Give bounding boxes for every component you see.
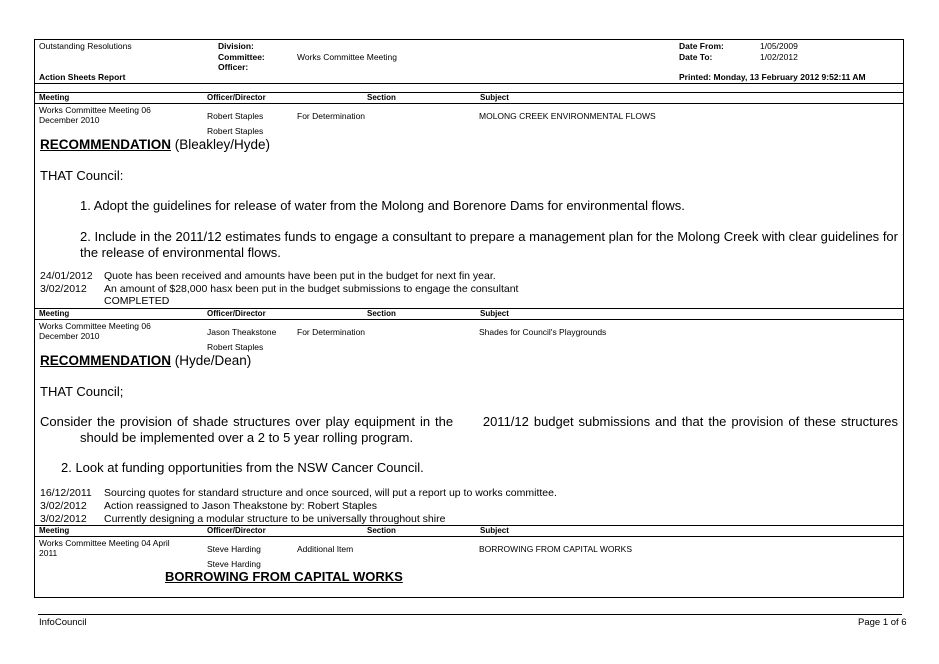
note-date: 16/12/2011 <box>40 487 92 499</box>
col-subject: Subject <box>480 309 509 318</box>
footer-divider <box>38 614 902 615</box>
col-meeting: Meeting <box>39 93 70 102</box>
division-label: Division: <box>218 41 254 51</box>
col-subject: Subject <box>480 526 509 535</box>
footer-page-number: Page 1 of 6 <box>858 617 907 628</box>
col-meeting: Meeting <box>39 309 70 318</box>
date-from-label: Date From: <box>679 41 724 51</box>
that-council: THAT Council: <box>40 168 124 183</box>
note-text: Quote has been received and amounts have been put in the budget for next fin year. <box>104 270 496 282</box>
note-text: Currently designing a modular structure to be universally throughout shire <box>104 513 446 525</box>
date-to-value: 1/02/2012 <box>760 52 798 62</box>
recommendation-heading: RECOMMENDATION (Hyde/Dean) <box>40 353 252 368</box>
officer-label: Officer: <box>218 62 249 72</box>
col-meeting: Meeting <box>39 526 70 535</box>
column-header-bar <box>35 308 903 320</box>
item-section: For Determination <box>297 111 366 121</box>
col-section: Section <box>367 309 396 318</box>
committee-label: Committee: <box>218 52 265 62</box>
header-divider <box>35 83 903 84</box>
printed-label: Printed: <box>679 72 712 82</box>
col-section: Section <box>367 93 396 102</box>
item-section: Additional Item <box>297 544 354 554</box>
item-subject: MOLONG CREEK ENVIRONMENTAL FLOWS <box>479 111 656 121</box>
item-officer: Jason Theakstone <box>207 327 277 337</box>
date-to-label: Date To: <box>679 52 713 62</box>
note-text: Action reassigned to Jason Theakstone by: Robert Staples <box>104 500 377 512</box>
date-from-value: 1/05/2009 <box>760 41 798 51</box>
note-date: 3/02/2012 <box>40 513 87 525</box>
printed-info <box>679 72 866 82</box>
resolution-point: 2. Look at funding opportunities from the NSW Cancer Council. <box>61 460 424 475</box>
item-heading: BORROWING FROM CAPITAL WORKS <box>165 569 403 584</box>
resolution-point: 2. Include in the 2011/12 estimates funds to engage a consultant to prepare a management plan for the Molong Creek with clear guidelines for the release of environmental flows. <box>80 229 898 260</box>
note-date: 3/02/2012 <box>40 283 87 295</box>
col-section: Section <box>367 526 396 535</box>
item-officer: Steve Harding <box>207 544 261 554</box>
col-officer: Officer/Director <box>207 309 266 318</box>
footer-app-name: InfoCouncil <box>39 617 87 628</box>
recommendation-heading: RECOMMENDATION (Bleakley/Hyde) <box>40 137 271 152</box>
column-header-bar <box>35 92 903 104</box>
item-officer: Robert Staples <box>207 111 264 121</box>
col-officer: Officer/Director <box>207 526 266 535</box>
item-officer-secondary: Robert Staples <box>207 126 264 136</box>
resolution-point: Consider the provision of shade structures over play equipment in the 2011/12 budget submissions and that the provision of these structures should be implemented over a 2 to 5 year rolling program. <box>40 414 902 445</box>
note-date: 3/02/2012 <box>40 500 87 512</box>
note-date: 24/01/2012 <box>40 270 93 282</box>
col-officer: Officer/Director <box>207 93 266 102</box>
item-section: For Determination <box>297 327 366 337</box>
that-council: THAT Council; <box>40 384 124 399</box>
item-officer-secondary: Robert Staples <box>207 342 264 352</box>
col-subject: Subject <box>480 93 509 102</box>
resolution-point: 1. Adopt the guidelines for release of water from the Molong and Borenore Dams for environmental flows. <box>80 198 685 213</box>
report-title: Action Sheets Report <box>39 72 126 82</box>
item-subject: Shades for Council's Playgrounds <box>479 327 607 337</box>
item-meeting: Works Committee Meeting 04 April 2011 <box>39 538 170 558</box>
item-subject: BORROWING FROM CAPITAL WORKS <box>479 544 633 554</box>
item-officer-secondary: Steve Harding <box>207 559 261 569</box>
committee-value: Works Committee Meeting <box>297 52 397 62</box>
item-meeting: Works Committee Meeting 06 December 2010 <box>39 105 151 125</box>
column-header-bar <box>35 525 903 537</box>
note-text: An amount of $28,000 hasx been put in the budget submissions to engage the consultant <box>104 283 519 295</box>
printed-value: Monday, 13 February 2012 9:52:11 AM <box>713 72 866 82</box>
item-meeting: Works Committee Meeting 06 December 2010 <box>39 321 151 341</box>
note-text: Sourcing quotes for standard structure and once sourced, will put a report up to works committee. <box>104 487 557 499</box>
report-group: Outstanding Resolutions <box>39 41 132 51</box>
status-text: COMPLETED <box>104 295 170 307</box>
